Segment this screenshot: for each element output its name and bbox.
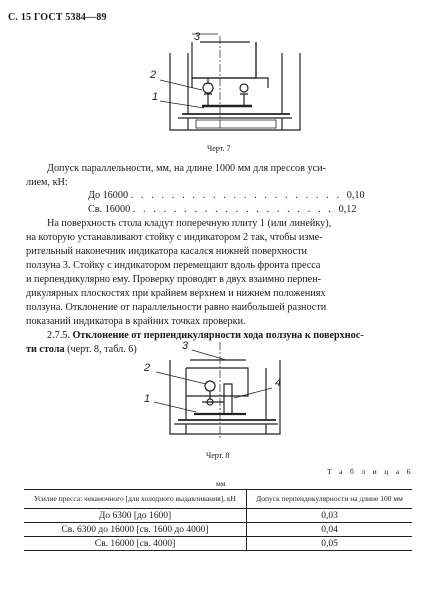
table-header-row <box>24 490 412 509</box>
table-6 <box>24 489 412 551</box>
intro-line-1: Допуск параллельности, мм, на длине 1000 мм для прессов уси- <box>47 163 326 174</box>
figure-7-caption: Черт. 7 <box>207 144 231 153</box>
fig8-callout-4: 4 <box>275 377 282 389</box>
table-row <box>24 523 412 537</box>
table-cell-force: До 6300 [до 1600] <box>24 509 247 523</box>
tolerance-row-2: Св. 16000 . . . . . . . . . . . . . . . . . . . . 0,12 <box>88 204 357 215</box>
tolerance-label: До 16000 <box>88 190 129 201</box>
table-header-force: Усилие пресса: чеканочного [для холодного выдавливания], кН <box>24 490 247 509</box>
fig8-callout-3: 3 <box>182 340 189 352</box>
intro-line-2: лием, кН: <box>26 177 68 188</box>
section-number: 2.7.5. <box>47 330 70 341</box>
tolerance-row-1: До 16000 . . . . . . . . . . . . . . . . . . . . . 0,10 <box>88 190 365 201</box>
table-6-title: Т а б л и ц а 6 <box>327 467 414 476</box>
fig7-callout-1: 1 <box>152 91 159 103</box>
fig8-callout-2: 2 <box>144 362 151 374</box>
method-line-6: дикулярных плоскостях при крайнем верхнем и нижнем положениях <box>26 288 326 299</box>
figure-8-drawing <box>130 338 300 448</box>
table-cell-tolerance: 0,05 <box>247 537 413 551</box>
method-line-1: На поверхность стола кладут поперечную плиту 1 (или линейку), <box>47 218 332 229</box>
table-cell-tolerance: 0,03 <box>247 509 413 523</box>
section-ref: (черт. 8, табл. 6) <box>64 344 137 355</box>
table-cell-force: Св. 16000 [св. 4000] <box>24 537 247 551</box>
tolerance-label: Св. 16000 <box>88 204 131 215</box>
method-line-7: ползуна. Отклонение от параллельности равно наибольшей разности <box>26 302 327 313</box>
fig7-callout-3: 3 <box>194 31 201 43</box>
table-6-unit: мм <box>216 479 226 488</box>
table-cell-tolerance: 0,04 <box>247 523 413 537</box>
table-cell-force: Св. 6300 до 16000 [св. 1600 до 4000] <box>24 523 247 537</box>
table-row <box>24 509 412 523</box>
tolerance-value: 0,12 <box>338 204 357 215</box>
fig8-callout-1: 1 <box>144 393 151 405</box>
section-title-1: Отклонение от перпендикулярности хода ползуна к поверхнос- <box>72 330 364 341</box>
section-title-2: ти стола <box>26 344 65 355</box>
tolerance-value: 0,10 <box>346 190 365 201</box>
page-header: С. 15 ГОСТ 5384—89 <box>8 12 107 23</box>
method-line-5: и перпендикулярно ему. Проверку проводят в двух взаимно перпен- <box>26 274 322 285</box>
method-line-8: показаний индикатора в крайних точках проверки. <box>26 316 246 327</box>
fig7-callout-2: 2 <box>150 69 157 81</box>
figure-7-drawing <box>140 28 310 140</box>
table-header-tolerance: Допуск перпендикулярности на длине 100 мм <box>247 490 413 509</box>
method-line-4: ползуна 3. Стойку с индикатором перемещают вдоль фронта пресса <box>26 260 321 271</box>
method-line-2: на которую устанавливают стойку с индикатором 2 так, чтобы изме- <box>26 232 323 243</box>
table-row <box>24 537 412 551</box>
section-heading-cont <box>26 343 137 357</box>
figure-8-caption: Черт. 8 <box>206 451 230 460</box>
method-line-3: рительный наконечник индикатора касался нижней поверхности <box>26 246 308 257</box>
